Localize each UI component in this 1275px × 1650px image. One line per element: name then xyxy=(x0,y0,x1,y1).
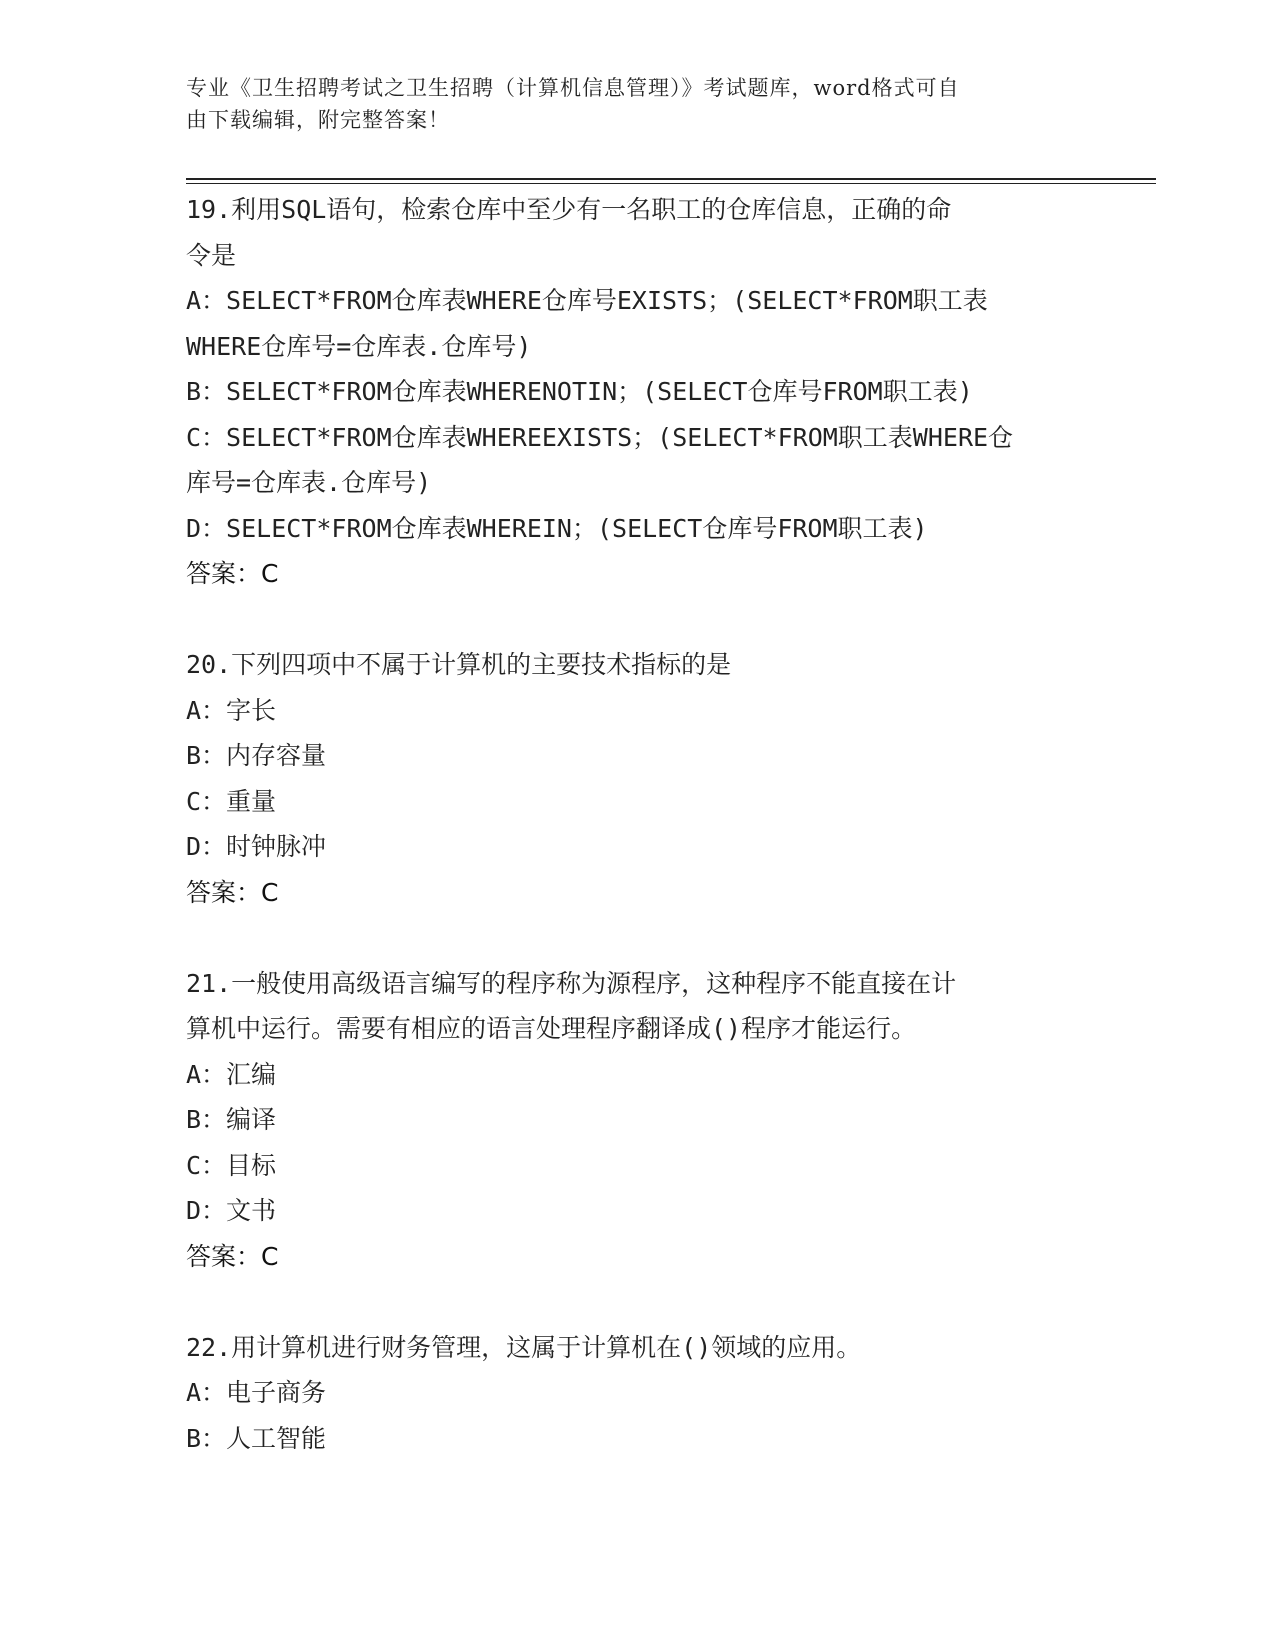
option-line: WHERE仓库号=仓库表.仓库号) xyxy=(186,331,532,361)
question-block xyxy=(186,642,1086,915)
option-line: D：时钟脉冲 xyxy=(186,832,327,861)
option-line: A：电子商务 xyxy=(186,1378,327,1407)
question-block xyxy=(186,961,1086,1280)
header-line-1: 专业《卫生招聘考试之卫生招聘（计算机信息管理）》考试题库，word格式可自 xyxy=(186,76,960,100)
option-line: C：重量 xyxy=(186,786,277,816)
spacer xyxy=(186,597,1086,643)
option-line: A：字长 xyxy=(186,695,277,725)
option-line: A：汇编 xyxy=(186,1059,277,1089)
option-line: B：内存容量 xyxy=(186,741,327,770)
answer-line: 答案：C xyxy=(186,559,279,588)
question-stem-line: 令是 xyxy=(186,240,237,270)
option-line: A：SELECT*FROM仓库表WHERE仓库号EXISTS；(SELECT*FROM职工表 xyxy=(186,286,988,315)
header-line-2: 由下载编辑，附完整答案！ xyxy=(186,108,450,132)
option-line: C：目标 xyxy=(186,1150,277,1180)
question-stem-line: 19.利用SQL语句，检索仓库中至少有一名职工的仓库信息，正确的命 xyxy=(186,195,952,224)
header-divider-thick xyxy=(186,178,1156,180)
option-line: C：SELECT*FROM仓库表WHEREEXISTS；(SELECT*FROM职工表WHERE仓 xyxy=(186,422,1014,452)
spacer xyxy=(186,915,1086,961)
spacer xyxy=(186,1279,1086,1325)
option-line: D：文书 xyxy=(186,1196,277,1225)
answer-line: 答案：C xyxy=(186,877,279,907)
question-stem-line: 21.一般使用高级语言编写的程序称为源程序，这种程序不能直接在计 xyxy=(186,968,957,998)
question-block xyxy=(186,187,1086,597)
question-stem-line: 22.用计算机进行财务管理，这属于计算机在()领域的应用。 xyxy=(186,1332,862,1362)
option-line: D：SELECT*FROM仓库表WHEREIN；(SELECT仓库号FROM职工表) xyxy=(186,513,928,543)
option-line: B：人工智能 xyxy=(186,1423,327,1453)
question-list xyxy=(186,187,1086,1461)
option-line: B：编译 xyxy=(186,1105,277,1134)
question-stem-line: 20.下列四项中不属于计算机的主要技术指标的是 xyxy=(186,650,732,679)
answer-line: 答案：C xyxy=(186,1241,279,1271)
document-header xyxy=(186,72,1066,136)
option-line: B：SELECT*FROM仓库表WHERENOTIN；(SELECT仓库号FROM职工表) xyxy=(186,377,973,406)
question-block xyxy=(186,1325,1086,1462)
question-stem-line: 算机中运行。需要有相应的语言处理程序翻译成()程序才能运行。 xyxy=(186,1014,917,1043)
header-divider-thin xyxy=(186,183,1156,184)
option-line: 库号=仓库表.仓库号) xyxy=(186,468,432,497)
